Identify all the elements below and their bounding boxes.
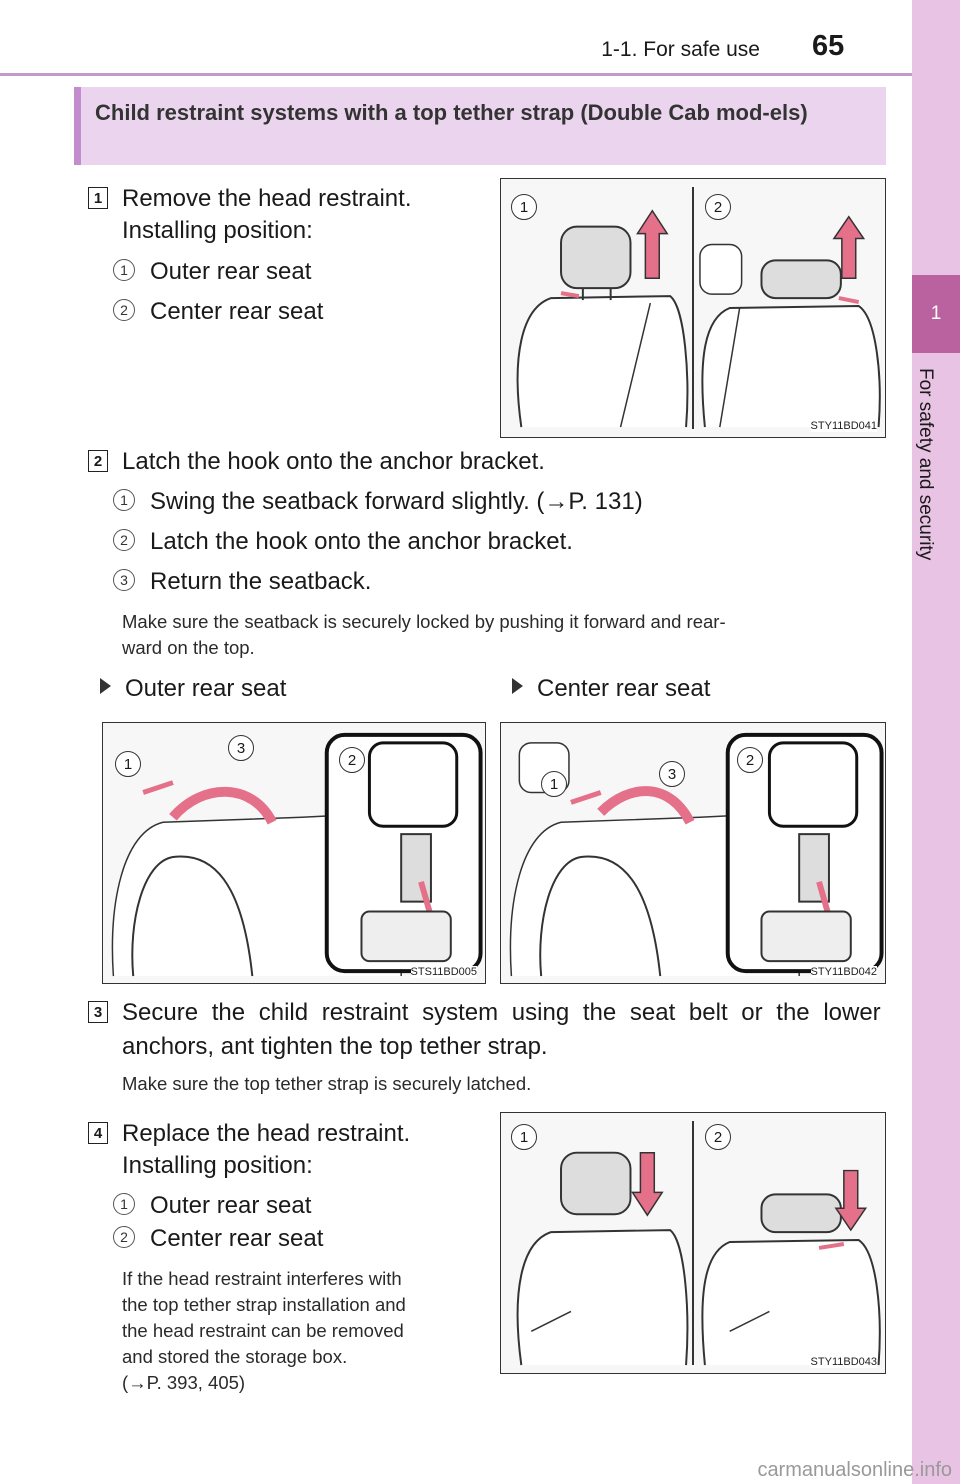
figure-code: STY11BD043 <box>810 1356 877 1368</box>
outer-seat-tether-illustration <box>103 723 485 983</box>
step-2-item-2: Latch the hook onto the anchor bracket. <box>150 528 573 555</box>
section-title: 1-1. For safe use <box>601 38 760 61</box>
figure-callout-3: 3 <box>228 735 254 761</box>
step-2-item-1: Swing the seatback forward slightly. (→P. 131) <box>150 488 643 515</box>
step-2-note-line-2: ward on the top. <box>122 637 255 658</box>
figure-center-rear-seat <box>500 722 886 984</box>
chapter-number-tab[interactable]: 1 <box>912 275 960 353</box>
outer-rear-seat-heading <box>100 675 286 703</box>
step-4-installing: Installing position: <box>122 1152 313 1179</box>
figure-callout-2: 2 <box>339 747 365 773</box>
step-3-note: Make sure the top tether strap is securely latched. <box>122 1073 532 1094</box>
step-4-note-line-3: the head restraint can be removed <box>122 1320 404 1341</box>
step-4-note-line-4: and stored the storage box. <box>122 1346 348 1367</box>
figure-callout-1: 1 <box>511 1124 537 1150</box>
center-seat-tether-illustration <box>501 723 885 983</box>
step-4-item-2: Center rear seat <box>150 1225 324 1252</box>
step-4-text: Replace the head restraint. <box>122 1120 411 1147</box>
step-4-note-line-2: the top tether strap installation and <box>122 1294 406 1315</box>
step-1-item-2-number: 2 <box>113 299 135 321</box>
step-2-item-3: Return the seatback. <box>150 568 372 595</box>
figure-code: STS11BD005 <box>410 966 477 978</box>
step-1-item-2: Center rear seat <box>150 298 324 325</box>
figure-outer-rear-seat <box>102 722 486 984</box>
center-rear-seat-label: Center rear seat <box>537 675 711 702</box>
figure-callout-1: 1 <box>511 194 537 220</box>
step-4-item-2-number: 2 <box>113 1226 135 1248</box>
step-2-text: Latch the hook onto the anchor bracket. <box>122 448 545 475</box>
figure-callout-2: 2 <box>705 194 731 220</box>
step-1-installing: Installing position: <box>122 217 313 244</box>
step-2-marker: 2 <box>88 450 108 472</box>
chapter-side-tab <box>912 0 960 1484</box>
step-4-note-line-1: If the head restraint interferes with <box>122 1268 402 1289</box>
step-1-text: Remove the head restraint. <box>122 185 412 212</box>
outer-rear-seat-label: Outer rear seat <box>125 675 287 702</box>
header-divider <box>0 73 912 76</box>
figure-code: STY11BD042 <box>810 966 877 978</box>
step-1-item-1-number: 1 <box>113 259 135 281</box>
head-restraint-replacement-illustration <box>501 1113 885 1373</box>
step-2-note-line-1: Make sure the seatback is securely locked by pushing it forward and rear- <box>122 611 726 632</box>
step-3-line-2: anchors, ant tighten the top tether strap. <box>122 1033 548 1060</box>
figure-remove-head-restraint <box>500 178 886 438</box>
step-1-marker: 1 <box>88 187 108 209</box>
step-4-item-1-number: 1 <box>113 1193 135 1215</box>
step-2-item-2-number: 2 <box>113 529 135 551</box>
watermark: carmanualsonline.info <box>757 1459 952 1481</box>
step-4-marker: 4 <box>88 1122 108 1144</box>
step-2-item-1-number: 1 <box>113 489 135 511</box>
chapter-title: For safety and security <box>915 368 936 561</box>
figure-callout-2: 2 <box>705 1124 731 1150</box>
triangle-bullet-icon <box>100 678 111 694</box>
center-rear-seat-heading <box>512 675 710 703</box>
figure-replace-head-restraint <box>500 1112 886 1374</box>
figure-callout-1: 1 <box>115 751 141 777</box>
step-1-item-1: Outer rear seat <box>150 258 312 285</box>
head-restraint-removal-illustration <box>501 179 885 437</box>
figure-code: STY11BD041 <box>810 420 877 432</box>
triangle-bullet-icon <box>512 678 523 694</box>
step-4-item-1: Outer rear seat <box>150 1192 312 1219</box>
step-2-item-3-number: 3 <box>113 569 135 591</box>
step-3-line-1: Secure the child restraint system using the seat belt or the lower <box>122 999 881 1026</box>
step-4-page-reference: (→P. 393, 405) <box>122 1372 246 1393</box>
page-number: 65 <box>812 30 845 62</box>
step-3-marker: 3 <box>88 1001 108 1023</box>
figure-callout-1: 1 <box>541 771 567 797</box>
figure-callout-3: 3 <box>659 761 685 787</box>
figure-callout-2: 2 <box>737 747 763 773</box>
topic-title: Child restraint systems with a top tether strap (Double Cab mod-els) <box>74 87 886 165</box>
